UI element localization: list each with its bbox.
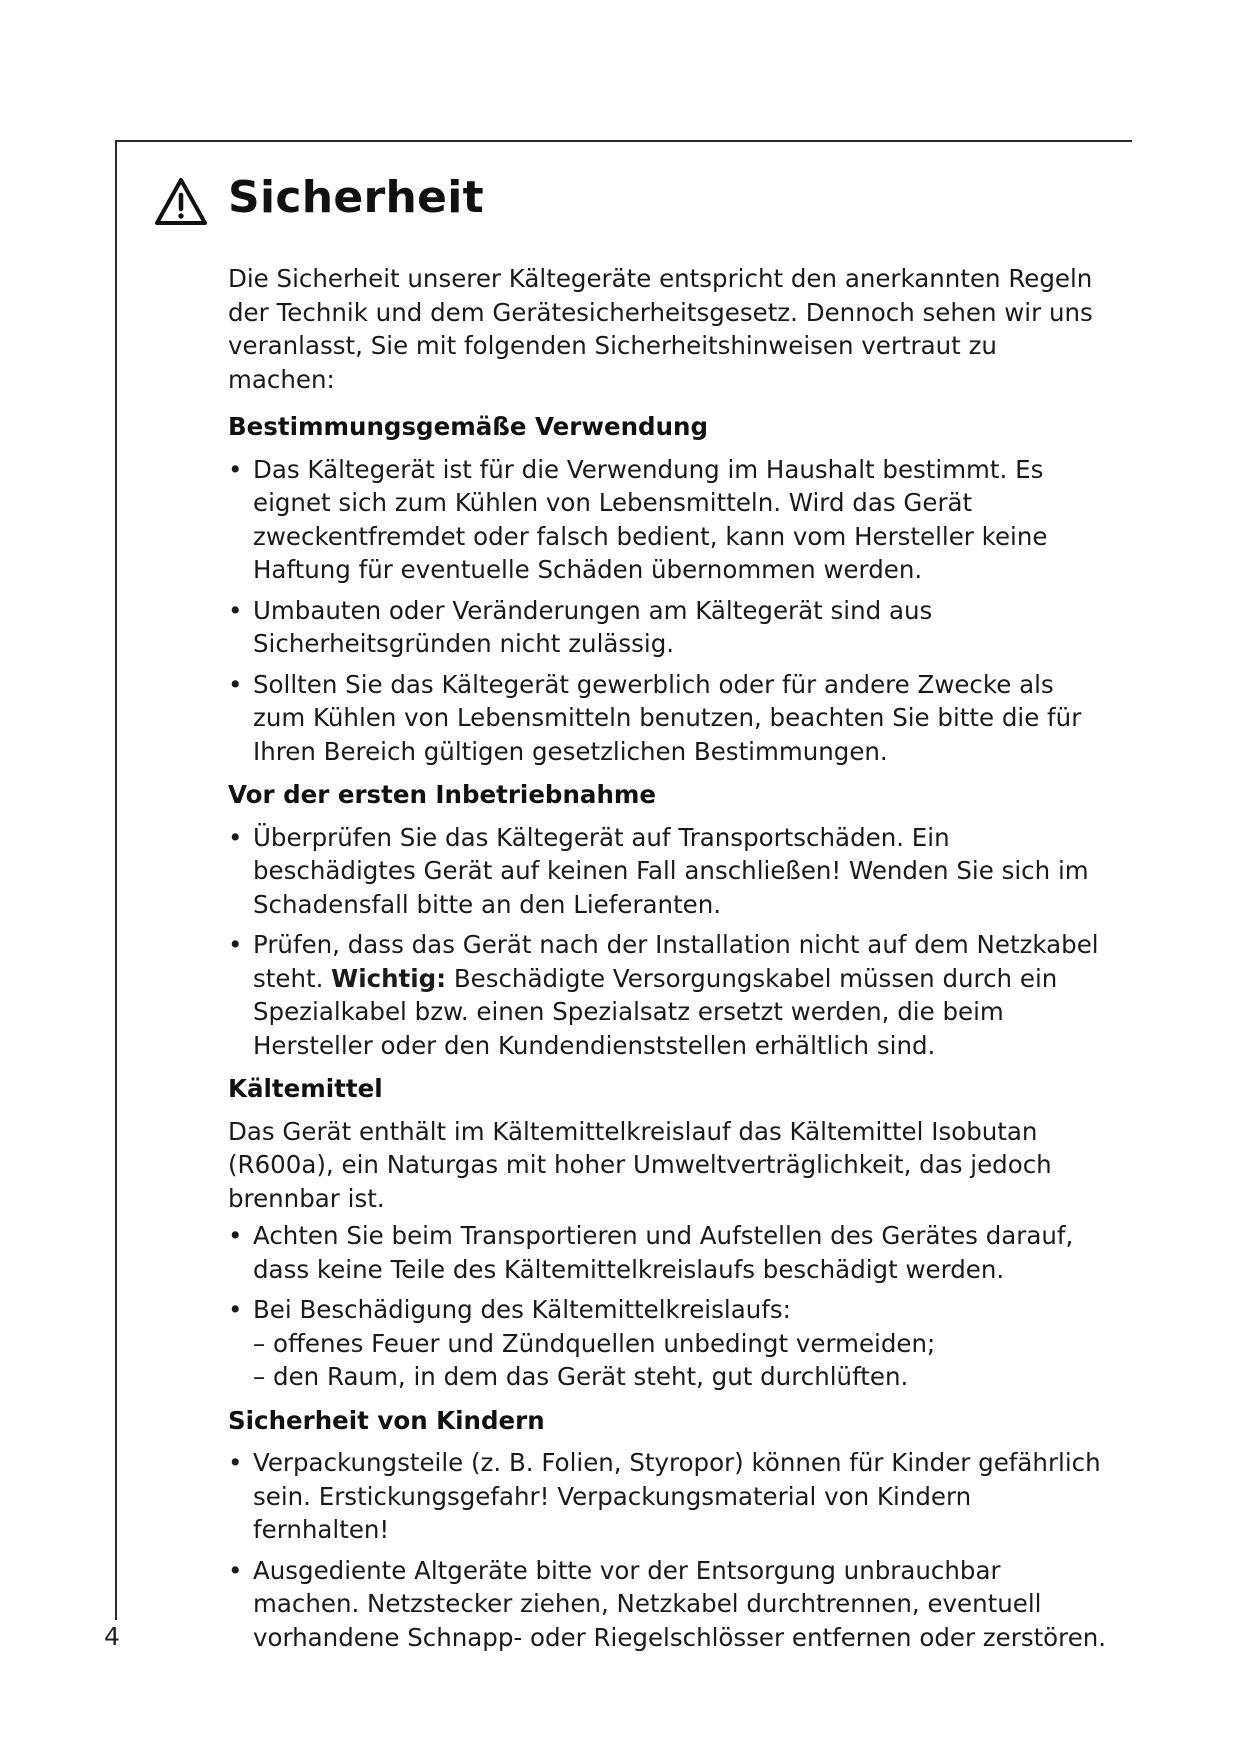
list-item: • Umbauten oder Veränderungen am Kältegerät sind aus Sicherheitsgründen nicht zulässig. xyxy=(228,594,1108,661)
heading-kaeltemittel: Kältemittel xyxy=(228,1074,383,1103)
important-label: Wichtig: xyxy=(331,963,447,993)
heading-inbetriebnahme: Vor der ersten Inbetriebnahme xyxy=(228,780,657,809)
list-item: • Überprüfen Sie das Kältegerät auf Transportschäden. Ein beschädigtes Gerät auf keinen Fall anschließen! Wenden Sie sich im Schadensfall bitte an den Lieferanten. xyxy=(228,821,1108,922)
page-number: 4 xyxy=(104,1622,120,1651)
list-item: • Sollten Sie das Kältegerät gewerblich oder für andere Zwecke als zum Kühlen von Lebensmitteln benutzen, beachten Sie bitte die für Ihren Bereich gültigen gesetzlichen Bestimmungen. xyxy=(228,668,1108,769)
page-title: Sicherheit xyxy=(228,172,484,223)
intro-paragraph: Die Sicherheit unserer Kältegeräte entspricht den anerkannten Regeln der Technik und dem Gerätesicherheitsgesetz. Dennoch sehen wir uns veranlasst, Sie mit folgenden Sicherheitshinweisen vertraut zu machen: xyxy=(228,264,1093,394)
list-kinder xyxy=(228,1446,1108,1654)
cable-check-text: Prüfen, dass das Gerät nach der Installation nicht auf dem Netzkabel steht. xyxy=(253,930,1099,993)
list-item: • Achten Sie beim Transportieren und Aufstellen des Gerätes darauf, dass keine Teile des Kältemittelkreislaufs beschädigt werden. xyxy=(228,1219,1108,1286)
list-item: • Verpackungsteile (z. B. Folien, Styropor) können für Kinder gefährlich sein. Erstickungsgefahr! Verpackungsmaterial von Kindern fernhalten! xyxy=(228,1446,1108,1547)
list-verwendung xyxy=(228,453,1108,769)
list-item xyxy=(228,1293,1108,1394)
list-inbetriebnahme xyxy=(228,821,1108,1063)
heading-kinder: Sicherheit von Kindern xyxy=(228,1405,545,1435)
list-item xyxy=(228,928,1108,1062)
list-kaeltemittel xyxy=(228,1219,1108,1394)
sub-item: – den Raum, in dem das Gerät steht, gut durchlüften. xyxy=(253,1362,909,1391)
content xyxy=(228,262,1108,1664)
heading-verwendung: Bestimmungsgemäße Verwendung xyxy=(228,412,708,441)
sub-item: – offenes Feuer und Zündquellen unbedingt vermeiden; xyxy=(253,1328,936,1358)
warning-triangle-icon xyxy=(153,176,209,228)
kaeltemittel-paragraph: Das Gerät enthält im Kältemittelkreislauf das Kältemittel Isobutan (R600a), ein Naturgas mit hoher Umweltverträglichkeit, das jedoch brennbar ist. xyxy=(228,1116,1052,1213)
side-rule xyxy=(115,140,117,1620)
damage-lead: • Bei Beschädigung des Kältemittelkreislaufs: xyxy=(253,1295,791,1324)
top-rule xyxy=(115,140,1132,142)
cable-replacement-text: Beschädigte Versorgungskabel müssen durch ein Spezialkabel bzw. einen Spezialsatz ersetzt werden, die beim Hersteller oder den Kundendienststellen erhältlich sind. xyxy=(253,963,1058,1060)
list-item: • Ausgediente Altgeräte bitte vor der Entsorgung unbrauchbar machen. Netzstecker ziehen, Netzkabel durchtrennen, eventuell vorhandene Schnapp- oder Riegelschlösser entfernen oder zerstören. xyxy=(228,1554,1108,1655)
list-item: • Das Kältegerät ist für die Verwendung im Haushalt bestimmt. Es eignet sich zum Kühlen von Lebensmitteln. Wird das Gerät zweckentfremdet oder falsch bedient, kann vom Hersteller keine Haftung für eventuelle Schäden übernommen werden. xyxy=(228,453,1108,587)
